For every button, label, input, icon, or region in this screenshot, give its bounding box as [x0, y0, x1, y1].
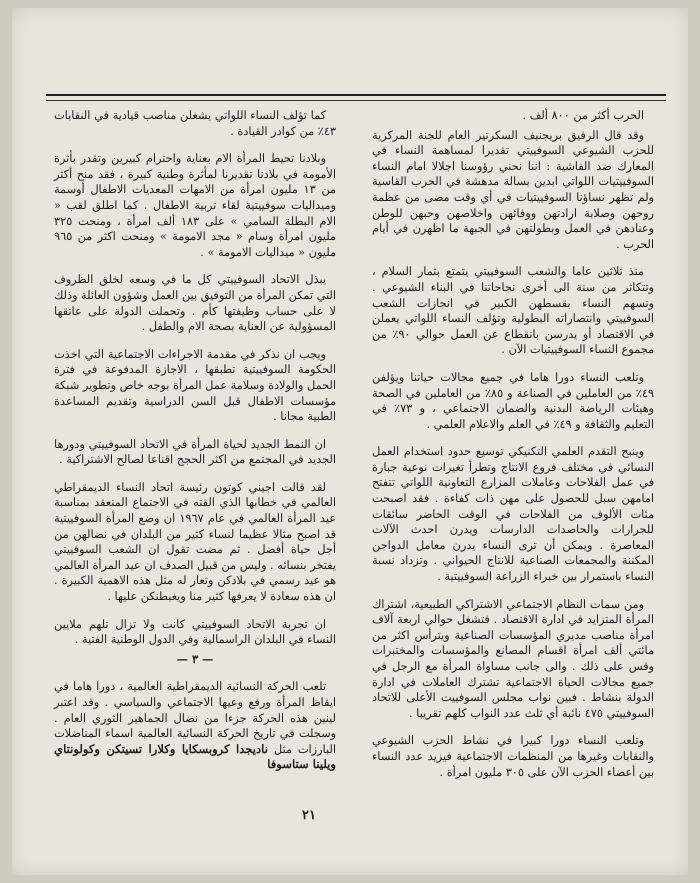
section-paragraph [54, 679, 336, 773]
page-number: ٢١ [302, 808, 316, 823]
paragraph: لقد قالت اجيني كوتون رئيسة اتحاد النساء الديمقراطي العالمي في خطابها الذي القته في الاجتماع المنعقد بمناسبة عيد المرأة العالمي في عام ١٩٦٧ ان وضع المرأة السوفييتية قد اصبح مثالا عظيما لنساء كثير من البلدان في نضالهن من أجل حياة أفضل . ثم مضت تقول ان الشعب السوفييتي يفتخر بنسائه . وليس من قبيل الصدف ان عيد المرأة العالمي هو عيد رسمي في بلادكن وتعار له مثل هذه الاهمية الكبيرة . ان هذه سعادة لا يعرفها كثير منا ويغبطنكن عليها . [54, 480, 336, 604]
paragraph: يبذل الاتحاد السوفييتي كل ما في وسعه لخلق الظروف التي تمكن المرأة من التوفيق بين العمل وشؤون العائلة وذلك لا على حساب وظيفتها كأم . وتحملت الدولة على عاتقها المسؤولية عن العناية بصحة الام والطفل . [54, 273, 336, 334]
section-marker: — ٣ — [176, 651, 214, 666]
left-column [54, 108, 336, 777]
paragraph: وينبح التقدم العلمي التكنيكي توسيع حدود استخدام العمل النسائي في مختلف فروع الانتاج وتطرأ تغيرات نوعية جبارة في عمل الفلاحات وعاملات المزارع التعاونية اللواتي تتفتح امامهن سبل للحصول على مهن ذات كفاءة . فقد اصبحت مئات الألوف من الفلاحات في الوقت الحاضر سائقات للجرارات والحاصدات الدارسات ويدرن احدث الآلات المعاصرة . ويمكن أن ترى النساء يدرن معامل الدواجن المكننة والمجمعات الصناعية للانتاج الحيواني . وتزداد نسبة النساء باستمرار بين خبراء الزراعة السوفييتية . [372, 445, 654, 584]
top-rule [46, 94, 666, 96]
document-page [12, 8, 688, 875]
section-names: ناديجدا كروبسكايا وكلارا تسيتكن وكولونتاي ويلينا ستاسوفا [54, 741, 336, 772]
paragraph: ومن سمات النظام الاجتماعي الاشتراكي الطبيعية، اشتراك المرأة المتزايد في ادارة الاقتصاد . فتشغل حوالي اربعة آلاف امرأة مناصب مديري المؤسسات الصناعية ويترأس اكثر من مائتي ألف امرأة اقسام المصانع والمؤسسات والمختبرات وقس على ذلك . والى جانب مساواة المرأة مع الرجل في جميع مجالات الحياة الاجتماعية تشترك العاملات في ادارة الدولة بنشاط . فبين نواب مجلس السوفييت الأعلى للاتحاد السوفييتي ٤٧٥ نائبة أي ثلث عدد النواب كلهم تقريبا . [372, 597, 654, 720]
paragraph: منذ ثلاثين عاما والشعب السوفييتي يتمتع بثمار السلام ، وتتكاثر من سنة الى أخرى نجاحاتنا في البناء الشيوعي . وتسهم النساء بقسطهن الكبير في انجازات الشعب السوفييتي وانتصاراته البطولية وتؤلف النساء اللواتي يعملن في الاقتصاد أو يدرسن بانقطاع عن العمل حوالي ٩٠٪ من مجموع النساء السوفييتيات الآن . [372, 265, 654, 357]
paragraph: ان تجربة الاتحاد السوفييتي كانت ولا تزال تلهم ملايين النساء في البلدان الراسمالية وفي الدول الوطنية الفتية . [54, 617, 336, 647]
paragraph: وتلعب النساء دورا هاما في جميع مجالات حياتنا ويؤلفن ٤٩٪ من العاملين في الصناعة و ٨٥٪ من العاملين في الصحة وهيئات الرياضة البدنية والضمان الاجتماعي ، و ٧٣٪ في التعليم والثقافة و ٤٩٪ في العلم والاعلام العلمي . [372, 370, 654, 431]
section-paragraph-text: تلعب الحركة النسائية الديمقراطية العالمية ، دورا هاما في ايقاظ المرأة ورفع وعيها الاجتماعي والسياسي . وقد اعتبر لينين هذه الحركة جزءا من نضال الجماهير الثوري العام . وسجلت في تاريخ الحركة النسائية العالمية اسماء المناضلات البارزات مثل [54, 680, 336, 756]
paragraph: ويجب ان نذكر في مقدمة الاجراءات الاجتماعية التي اخذت الحكومة السوفييتية تطبقها ، الاجازة المدفوعة في فترة الحمل والولادة وسلامة عمل المرأة بوجه خاص وتطوير شبكة مؤسسات الاطفال قبل السن الدراسية وتقديم المساعدة الطبية مجانا . [54, 347, 336, 424]
paragraph: ان النمط الجديد لحياة المرأة في الاتحاد السوفييتي ودورها الجديد في المجتمع من اكثر الحجج اقناعا لصالح الاشتراكية . [54, 437, 336, 467]
paragraph: وبلادنا تحيط المرأة الام بعناية واحترام كبيرين وتقدر بأثرة الأمومة في بلادنا تقديرنا لمأثرة وطنية كبيرة ، فقد منح أكثر من ١٣ مليون امرأة من الامهات المعديات الاطفال أوسمة وميداليات سوفييتية لقاء تربية الاطفال . كما اطلق لقب « الام البطلة السامي » على ١٨٣ ألف امرأة ، ومنحت ٣٢٥ مليون امرأة وسام « مجد الامومة » ومنحت اكثر من ٩٦٥ مليون « ميداليات الامومة » . [54, 152, 336, 259]
paragraph: وتلعب النساء دورا كبيرا في نشاط الحزب الشيوعي والنقابات وغيرها من المنظمات الاجتماعية فيزيد عدد النساء بين أعضاء الحزب الآن على ٣٠٥ مليون امرأة . [372, 734, 654, 779]
paragraph: كما تؤلف النساء اللواتي يشغلن مناصب قيادية في النقابات ٤٣٪ من كوادر القيادة . [54, 109, 336, 138]
right-column [372, 108, 654, 792]
top-rule-thin [46, 100, 666, 101]
paragraph: وقد قال الرفيق بريجنيف السكرتير العام للجنة المركزية للحزب الشيوعي السوفييتي تقديرا لمساهمة النساء في المعارك ضد الفاشية : اننا نحني رؤوسنا اجلالا امام النساء السوفييتيات اللواتي ابدين بسالة مدهشة في الحرب القاسية ولم تظهر نساؤنا السوفييتيات في أي وقت مضى من عظمة روحهن وصلابة ارادتهن ووفائهن واخلاصهن وحبهن للوطن وعنادهن في العمل وبطولتهن في الجبهة ما اظهرن في أيام الحرب . [372, 128, 654, 251]
paragraph: الحرب أكثر من ٨٠٠ ألف . [522, 109, 644, 122]
